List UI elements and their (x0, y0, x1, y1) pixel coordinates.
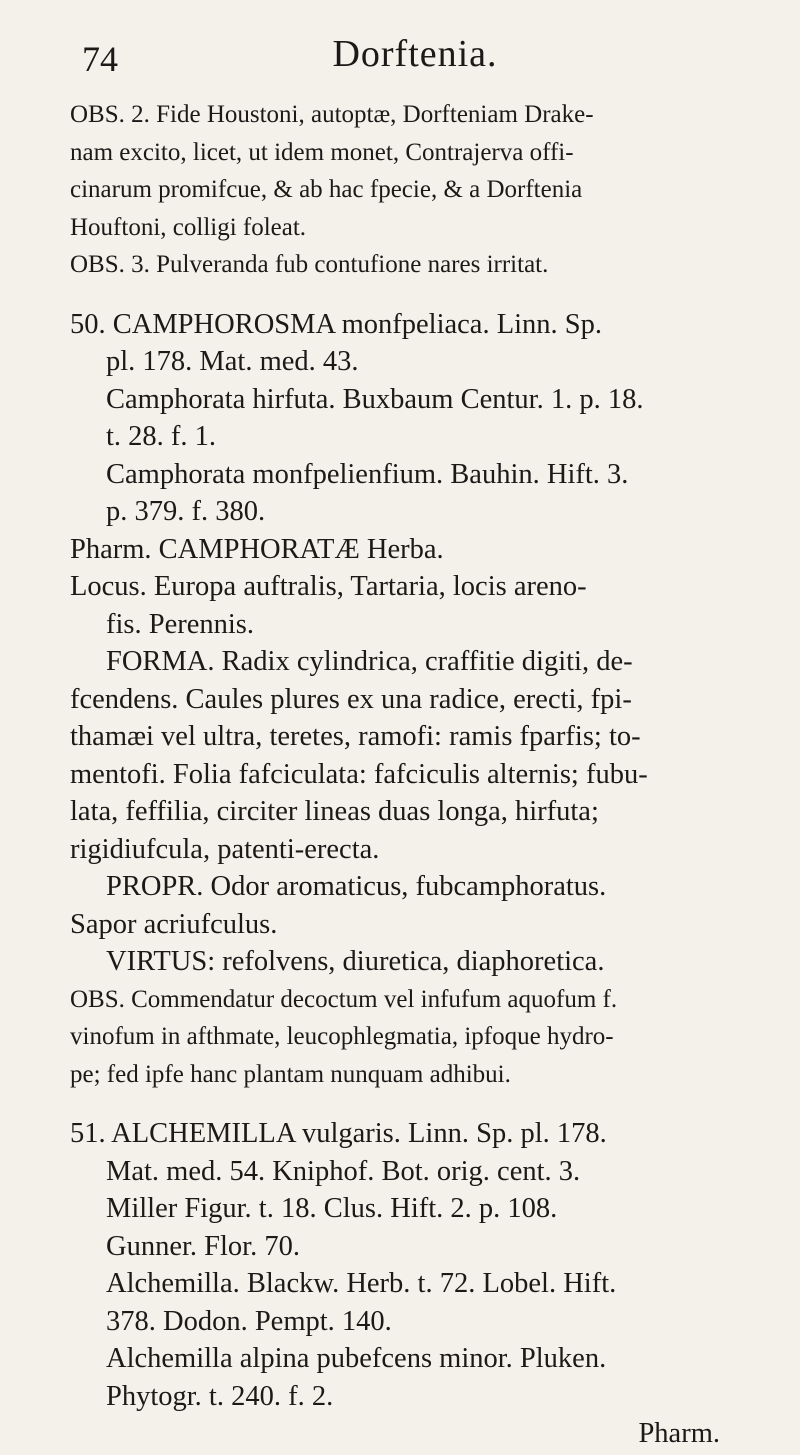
entry-50 (70, 306, 760, 1094)
text-line: t. 28. f. 1. (106, 421, 217, 452)
text-line: Alchemilla alpina pubefcens minor. Pluken. (106, 1343, 607, 1374)
text-line: nam excito, licet, ut idem monet, Contrajerva offi- (70, 138, 574, 166)
text-line: fcendens. Caules plures ex una radice, erecti, fpi- (70, 683, 632, 715)
text-line: Houftoni, colligi foleat. (70, 213, 307, 241)
page-number: 74 (82, 39, 118, 79)
text-line: 50. CAMPHOROSMA monfpeliaca. Linn. Sp. (70, 308, 603, 340)
obs-2 (70, 96, 760, 284)
text-line: p. 379. f. 380. (106, 496, 266, 527)
text-line: Alchemilla. Blackw. Herb. t. 72. Lobel. Hift. (106, 1268, 617, 1299)
text-line: fis. Perennis. (106, 608, 255, 640)
running-title: Dorftenia. (332, 33, 498, 75)
text-line: cinarum promifcue, & ab hac fpecie, & a Dorftenia (70, 176, 583, 203)
text-line: lata, feffilia, circiter lineas duas longa, hirfuta; (70, 796, 599, 827)
text-line: mentofi. Folia fafciculata: fafciculis alternis; fubu- (70, 758, 648, 790)
text-line: Miller Figur. t. 18. Clus. Hift. 2. p. 108. (106, 1193, 558, 1224)
page-header (70, 20, 760, 80)
text-line: Pharm. CAMPHORATÆ Herba. (70, 533, 444, 565)
text-line: Camphorata hirfuta. Buxbaum Centur. 1. p. 18. (106, 383, 644, 415)
text-line: Camphorata monfpelienfium. Bauhin. Hift. 3. (106, 458, 629, 490)
text-line: thamæi vel ultra, teretes, ramofi: ramis fparfis; to- (70, 721, 641, 752)
text-line: Mat. med. 54. Kniphof. Bot. orig. cent. 3. (106, 1155, 581, 1187)
text-line: VIRTUS: refolvens, diuretica, diaphoretica. (106, 946, 605, 977)
text-line: vinofum in afthmate, leucophlegmatia, ipfoque hydro- (70, 1023, 614, 1050)
text-line: pe; fed ipfe hanc plantam nunquam adhibui. (70, 1060, 511, 1088)
text-line: Gunner. Flor. 70. (106, 1230, 300, 1262)
text-line: OBS. Commendatur decoctum vel infufum aquofum f. (70, 985, 618, 1013)
text-line: OBS. 3. Pulveranda fub contufione nares irritat. (70, 251, 549, 278)
body-text (70, 96, 760, 1453)
text-line: pl. 178. Mat. med. 43. (106, 346, 359, 377)
text-line: FORMA. Radix cylindrica, craffitie digiti, de- (106, 646, 633, 677)
text-line: 378. Dodon. Pempt. 140. (106, 1305, 392, 1337)
text-line: 51. ALCHEMILLA vulgaris. Linn. Sp. pl. 178. (70, 1118, 607, 1149)
entry-51 (70, 1115, 760, 1453)
text-line: Phytogr. t. 240. f. 2. (106, 1380, 334, 1412)
text-line: OBS. 2. Fide Houstoni, autoptæ, Dorfteniam Drake- (70, 101, 594, 128)
text-line: rigidiufcula, patenti-erecta. (70, 833, 380, 865)
text-line: PROPR. Odor aromaticus, fubcamphoratus. (106, 871, 607, 902)
text-line: Sapor acriufculus. (70, 908, 278, 940)
text-line: Locus. Europa auftralis, Tartaria, locis areno- (70, 571, 587, 602)
catchword: Pharm. (638, 1418, 720, 1449)
